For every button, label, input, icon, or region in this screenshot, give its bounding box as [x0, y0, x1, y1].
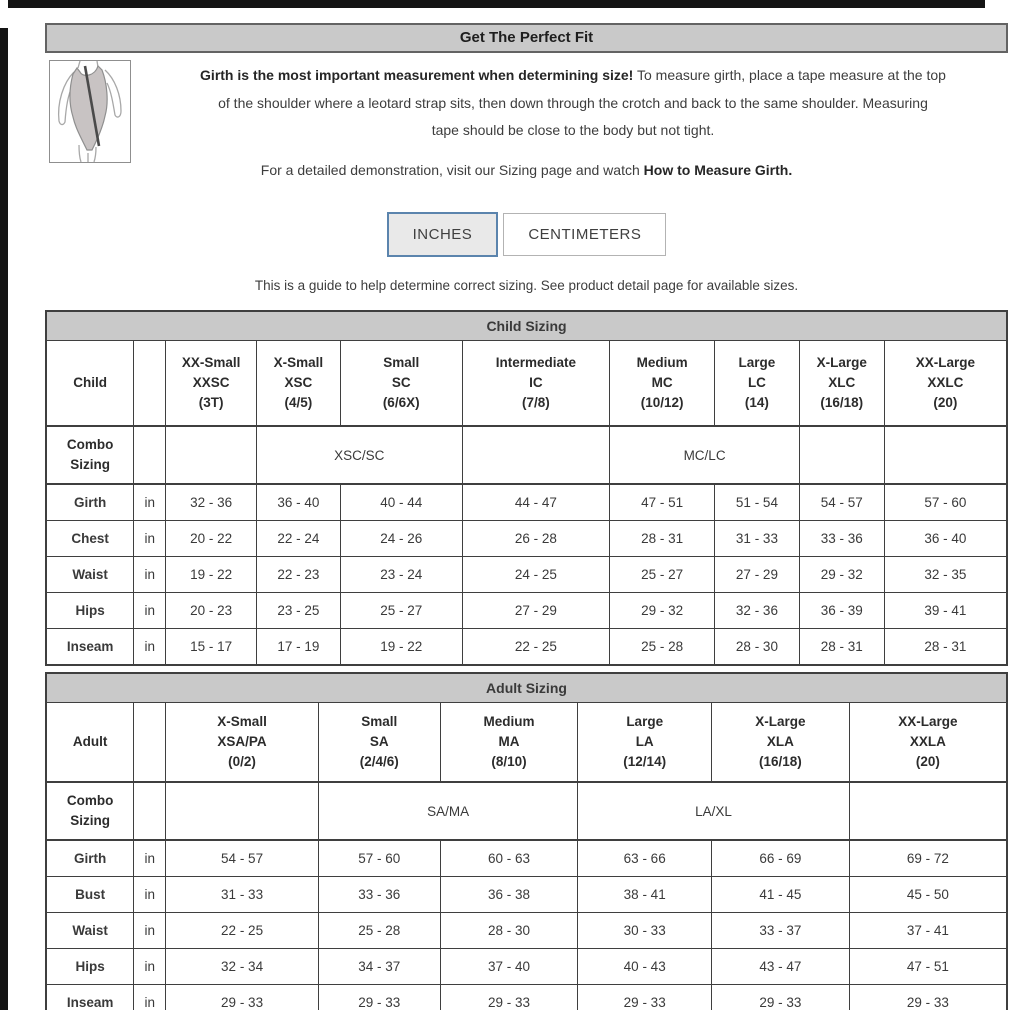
measurement-row-label: Girth: [46, 840, 134, 877]
size-range-cell: 40 - 43: [578, 949, 712, 985]
size-range-cell: 54 - 57: [166, 840, 319, 877]
leotard-girth-diagram-icon: [50, 61, 130, 162]
combo-empty-cell: [166, 782, 319, 840]
unit-cell: in: [134, 557, 166, 593]
unit-toggle: [45, 212, 1008, 257]
size-range-cell: 38 - 41: [578, 877, 712, 913]
child-sizing-table: [45, 310, 1008, 666]
combo-row-label: Combo Sizing: [46, 426, 134, 484]
size-range-cell: 31 - 33: [166, 877, 319, 913]
size-range-cell: 29 - 33: [849, 985, 1007, 1010]
unit-cell: in: [134, 913, 166, 949]
size-column-header: Medium MC (10/12): [610, 341, 715, 427]
size-range-cell: 34 - 37: [318, 949, 440, 985]
size-range-cell: 54 - 57: [799, 484, 884, 521]
measurement-row-label: Girth: [46, 484, 134, 521]
sizing-note: This is a guide to help determine correct sizing. See product detail page for available sizes.: [254, 278, 799, 293]
size-range-cell: 27 - 29: [462, 593, 610, 629]
size-range-cell: 30 - 33: [578, 913, 712, 949]
size-range-cell: 36 - 40: [884, 521, 1007, 557]
size-range-cell: 60 - 63: [440, 840, 578, 877]
child-sizing-section: [45, 310, 1008, 666]
unit-cell: in: [134, 840, 166, 877]
demo-text: For a detailed demonstration, visit our Sizing page and watch How to Measure Girth.: [260, 162, 793, 178]
size-range-cell: 31 - 33: [715, 521, 800, 557]
size-range-cell: 32 - 36: [166, 484, 257, 521]
size-column-header: Intermediate IC (7/8): [462, 341, 610, 427]
size-range-cell: 40 - 44: [340, 484, 462, 521]
size-range-cell: 36 - 39: [799, 593, 884, 629]
size-range-cell: 37 - 41: [849, 913, 1007, 949]
size-column-header: X-Small XSC (4/5): [257, 341, 341, 427]
size-range-cell: 45 - 50: [849, 877, 1007, 913]
size-range-cell: 20 - 23: [166, 593, 257, 629]
combo-sizing-cell: SA/MA: [318, 782, 577, 840]
size-range-cell: 17 - 19: [257, 629, 341, 666]
size-range-cell: 32 - 36: [715, 593, 800, 629]
page-title: Get The Perfect Fit: [45, 23, 1008, 53]
size-range-cell: 29 - 33: [712, 985, 850, 1010]
measurement-row-label: Inseam: [46, 985, 134, 1010]
size-range-cell: 15 - 17: [166, 629, 257, 666]
size-range-cell: 25 - 28: [318, 913, 440, 949]
size-column-header: XX-Small XXSC (3T): [166, 341, 257, 427]
adult-sizing-table: [45, 672, 1008, 1010]
size-range-cell: 22 - 25: [166, 913, 319, 949]
size-range-cell: 28 - 30: [440, 913, 578, 949]
size-range-cell: 41 - 45: [712, 877, 850, 913]
size-range-cell: 25 - 28: [610, 629, 715, 666]
size-range-cell: 26 - 28: [462, 521, 610, 557]
size-range-cell: 28 - 30: [715, 629, 800, 666]
combo-empty-cell: [166, 426, 257, 484]
size-range-cell: 24 - 26: [340, 521, 462, 557]
size-range-cell: 19 - 22: [166, 557, 257, 593]
demo-bold: How to Measure Girth.: [643, 162, 793, 178]
left-frame-bar: [0, 28, 8, 1010]
size-range-cell: 36 - 38: [440, 877, 578, 913]
size-range-cell: 20 - 22: [166, 521, 257, 557]
leotard-measurement-illustration: [49, 60, 131, 163]
size-range-cell: 43 - 47: [712, 949, 850, 985]
unit-cell: [134, 426, 166, 484]
size-column-header: Small SC (6/6X): [340, 341, 462, 427]
unit-cell: [134, 782, 166, 840]
combo-sizing-cell: MC/LC: [610, 426, 800, 484]
size-range-cell: 29 - 33: [318, 985, 440, 1010]
size-range-cell: 28 - 31: [610, 521, 715, 557]
size-range-cell: 51 - 54: [715, 484, 800, 521]
unit-header-cell: [134, 703, 166, 783]
size-range-cell: 32 - 34: [166, 949, 319, 985]
unit-cell: in: [134, 484, 166, 521]
combo-empty-cell: [849, 782, 1007, 840]
size-range-cell: 29 - 33: [166, 985, 319, 1010]
table-title: Adult Sizing: [46, 673, 1007, 703]
measurement-row-label: Hips: [46, 949, 134, 985]
size-range-cell: 22 - 23: [257, 557, 341, 593]
size-range-cell: 28 - 31: [799, 629, 884, 666]
size-range-cell: 39 - 41: [884, 593, 1007, 629]
size-column-header: X-Small XSA/PA (0/2): [166, 703, 319, 783]
measurement-row-label: Bust: [46, 877, 134, 913]
measurement-row-label: Waist: [46, 913, 134, 949]
size-range-cell: 25 - 27: [340, 593, 462, 629]
size-range-cell: 57 - 60: [884, 484, 1007, 521]
unit-header-cell: [134, 341, 166, 427]
adult-sizing-section: [45, 672, 1008, 1010]
unit-cell: in: [134, 877, 166, 913]
unit-cell: in: [134, 593, 166, 629]
unit-cell: in: [134, 985, 166, 1010]
combo-sizing-cell: LA/XL: [578, 782, 849, 840]
combo-empty-cell: [462, 426, 610, 484]
size-column-header: Large LC (14): [715, 341, 800, 427]
size-column-header: Medium MA (8/10): [440, 703, 578, 783]
size-range-cell: 27 - 29: [715, 557, 800, 593]
size-range-cell: 33 - 37: [712, 913, 850, 949]
size-range-cell: 47 - 51: [849, 949, 1007, 985]
unit-cell: in: [134, 521, 166, 557]
size-range-cell: 28 - 31: [884, 629, 1007, 666]
size-range-cell: 33 - 36: [799, 521, 884, 557]
size-range-cell: 57 - 60: [318, 840, 440, 877]
combo-empty-cell: [799, 426, 884, 484]
row-header: Adult: [46, 703, 134, 783]
measurement-row-label: Waist: [46, 557, 134, 593]
size-range-cell: 19 - 22: [340, 629, 462, 666]
size-range-cell: 23 - 24: [340, 557, 462, 593]
size-range-cell: 29 - 32: [799, 557, 884, 593]
size-range-cell: 37 - 40: [440, 949, 578, 985]
size-column-header: XX-Large XXLC (20): [884, 341, 1007, 427]
inches-button[interactable]: INCHES: [387, 212, 499, 257]
size-range-cell: 22 - 24: [257, 521, 341, 557]
unit-cell: in: [134, 629, 166, 666]
unit-cell: in: [134, 949, 166, 985]
size-range-cell: 66 - 69: [712, 840, 850, 877]
size-range-cell: 36 - 40: [257, 484, 341, 521]
top-frame-bar: [8, 0, 985, 8]
size-range-cell: 33 - 36: [318, 877, 440, 913]
size-column-header: XX-Large XXLA (20): [849, 703, 1007, 783]
combo-row-label: Combo Sizing: [46, 782, 134, 840]
measurement-row-label: Inseam: [46, 629, 134, 666]
size-range-cell: 29 - 33: [578, 985, 712, 1010]
size-range-cell: 24 - 25: [462, 557, 610, 593]
combo-empty-cell: [884, 426, 1007, 484]
intro-text: Girth is the most important measurement when determining size! To measure girth, place a tape measure at the top of the shoulder where a leotard strap sits, then down through the crotch and back to the same shoulder. Measuring tape should be close to the body but not tight.: [200, 67, 946, 138]
combo-sizing-cell: XSC/SC: [257, 426, 463, 484]
size-column-header: Large LA (12/14): [578, 703, 712, 783]
size-range-cell: 25 - 27: [610, 557, 715, 593]
size-range-cell: 29 - 32: [610, 593, 715, 629]
measurement-row-label: Hips: [46, 593, 134, 629]
size-range-cell: 47 - 51: [610, 484, 715, 521]
table-title: Child Sizing: [46, 311, 1007, 341]
row-header: Child: [46, 341, 134, 427]
size-column-header: X-Large XLC (16/18): [799, 341, 884, 427]
size-range-cell: 32 - 35: [884, 557, 1007, 593]
size-range-cell: 44 - 47: [462, 484, 610, 521]
size-range-cell: 29 - 33: [440, 985, 578, 1010]
intro-bold-lead: Girth is the most important measurement when determining size!: [200, 67, 634, 83]
size-column-header: X-Large XLA (16/18): [712, 703, 850, 783]
size-range-cell: 63 - 66: [578, 840, 712, 877]
centimeters-button[interactable]: CENTIMETERS: [503, 213, 666, 256]
size-range-cell: 23 - 25: [257, 593, 341, 629]
size-range-cell: 22 - 25: [462, 629, 610, 666]
size-range-cell: 69 - 72: [849, 840, 1007, 877]
size-column-header: Small SA (2/4/6): [318, 703, 440, 783]
measurement-row-label: Chest: [46, 521, 134, 557]
